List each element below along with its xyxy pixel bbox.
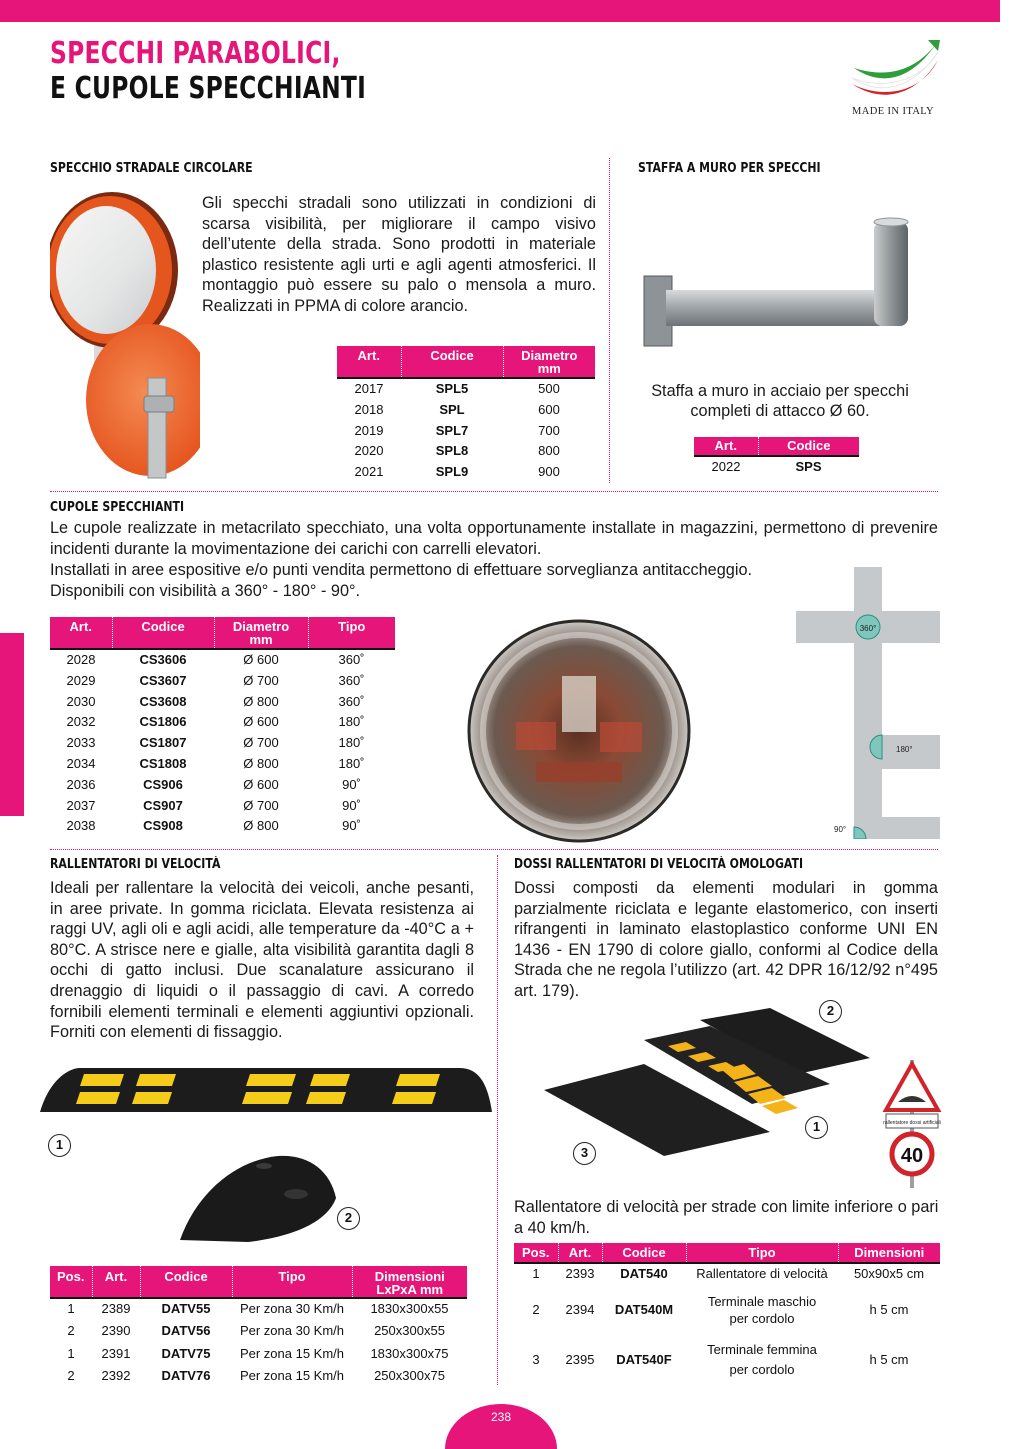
cell-pos: 2	[67, 1368, 75, 1384]
cell-tipo: 180˚	[338, 714, 365, 730]
table-row	[514, 1285, 940, 1335]
table-row	[337, 441, 595, 462]
col-header-dimensioni	[352, 1266, 467, 1298]
cell-codice: CS1808	[139, 755, 187, 771]
col-header-art: Art.	[92, 1266, 140, 1298]
side-accent-tab	[0, 633, 24, 816]
header-mm-text: mm	[537, 361, 561, 376]
cupole-table	[50, 617, 395, 837]
table-row	[337, 400, 595, 421]
table-row	[50, 1321, 467, 1344]
speed-bump-long-image	[40, 1066, 492, 1118]
cell-tipo: 360˚	[338, 672, 365, 688]
table-row	[50, 1366, 467, 1389]
table-row	[50, 649, 395, 671]
cell-pos: 2	[532, 1302, 540, 1317]
col-header-codice: Codice	[140, 1266, 232, 1298]
dossi-table	[514, 1243, 940, 1385]
page-title-line2: E CUPOLE SPECCHIANTI	[50, 71, 367, 106]
table-row	[337, 421, 595, 442]
header-diametro-text: Diametro	[521, 348, 578, 363]
header-mm-text: mm	[249, 632, 273, 647]
col-header-art: Art.	[337, 346, 401, 378]
badge-module-2: 2	[819, 1000, 842, 1023]
cell-pos: 1	[67, 1345, 75, 1361]
cell-tipo: 360˚	[338, 652, 365, 667]
table-row	[50, 754, 395, 775]
page-number: 238	[490, 1410, 512, 1424]
col-header-tipo: Tipo	[686, 1243, 838, 1263]
road-sign-image	[882, 1060, 942, 1188]
col-header-codice: Codice	[112, 617, 214, 649]
table-row	[50, 712, 395, 733]
cell-dimensioni: h 5 cm	[869, 1302, 909, 1317]
cell-codice: DATV76	[161, 1368, 211, 1384]
cupole-paragraph-1: Le cupole realizzate in metacrilato specchiato, una volta opportunamente installate in magazzini, permettono di prevenire incidenti durante la movimentazione dei carichi con carrelli elevatori.	[50, 519, 938, 558]
table-row	[337, 462, 595, 483]
cell-codice: CS1807	[139, 735, 187, 751]
staffa-heading: STAFFA A MURO PER SPECCHI	[638, 161, 821, 176]
rallentatori-heading: RALLENTATORI DI VELOCITÀ	[50, 857, 221, 872]
cupole-heading: CUPOLE SPECCHIANTI	[50, 500, 185, 515]
cell-pos: 3	[532, 1352, 540, 1367]
badge-module-3: 3	[573, 1142, 596, 1165]
table-row	[50, 816, 395, 837]
cell-tipo	[686, 1285, 838, 1335]
dossi-description: Dossi composti da elementi modulari in gomma parzialmente riciclata e legante elastomerico, con inserti rifrangenti in laminato elastoplastico conforme UNI EN 1436 - EN 1790 di colore giallo, conformi al Codice della Strada che ne regola l’utilizzo (art. 42 DPR 16/12/92 n°495 art. 179).	[514, 879, 938, 1000]
cell-diametro: Ø 700	[243, 797, 279, 813]
dome-placement-diagram	[796, 567, 940, 839]
cell-tipo-line2: per cordolo	[729, 1362, 795, 1377]
cell-codice: CS3606	[139, 652, 187, 667]
col-header-diametro	[214, 617, 308, 649]
cell-art: 2028	[66, 652, 96, 667]
cell-art: 2029	[66, 672, 96, 688]
section-divider-1	[50, 491, 938, 492]
made-in-italy-label: MADE IN ITALY	[852, 106, 935, 117]
dossi-heading: DOSSI RALLENTATORI DI VELOCITÀ OMOLOGATI	[514, 857, 804, 872]
cell-codice: SPL	[439, 401, 465, 417]
table-row	[50, 775, 395, 796]
cell-dimensioni: 1830x300x75	[370, 1345, 449, 1361]
staffa-description-line2: completi di attacco Ø 60.	[690, 402, 870, 420]
cell-art: 2389	[101, 1301, 131, 1317]
cell-tipo-line1: Terminale maschio	[707, 1294, 817, 1309]
cell-diametro: Ø 600	[243, 714, 279, 730]
mirror-dome-image	[466, 618, 692, 844]
cell-tipo: Per zona 30 Km/h	[239, 1323, 345, 1339]
cell-diametro: 800	[538, 443, 560, 459]
column-divider-top	[609, 158, 610, 483]
cell-tipo-line1: Terminale femmina	[707, 1342, 817, 1357]
italy-flag-logo	[850, 38, 942, 100]
cell-dimensioni: 50x90x5 cm	[853, 1266, 925, 1282]
cell-art: 2037	[66, 797, 96, 813]
dossi-caption: Rallentatore di velocità per strade con limite inferiore o pari a 40 km/h.	[514, 1198, 939, 1237]
cell-diametro: Ø 700	[243, 672, 279, 688]
cell-diametro: Ø 800	[243, 755, 279, 771]
table-row	[337, 378, 595, 400]
specchio-heading: SPECCHIO STRADALE CIRCOLARE	[50, 161, 253, 176]
cell-codice: DAT540	[620, 1266, 668, 1282]
cell-codice: DATV55	[161, 1301, 211, 1317]
cell-tipo: 360˚	[338, 693, 365, 709]
cell-diametro: Ø 700	[243, 735, 279, 751]
cell-art: 2032	[66, 714, 96, 730]
table-row	[50, 1298, 467, 1321]
cell-codice: SPL8	[435, 443, 469, 459]
cell-codice: CS906	[143, 776, 183, 792]
cell-diametro: Ø 600	[243, 652, 279, 667]
cell-tipo: Per zona 15 Km/h	[239, 1368, 345, 1384]
cell-art: 2022	[711, 459, 741, 474]
section-divider-2	[50, 849, 938, 850]
col-header-codice: Codice	[602, 1243, 686, 1263]
cell-codice: SPL9	[435, 464, 469, 480]
staffa-description-line1: Staffa a muro in acciaio per specchi	[651, 382, 909, 400]
cell-codice: CS907	[143, 797, 183, 813]
cell-art: 2395	[565, 1352, 595, 1367]
table-row	[694, 456, 859, 478]
col-header-diametro	[503, 346, 595, 378]
cell-tipo: 90˚	[342, 797, 361, 813]
cell-dimensioni: h 5 cm	[869, 1352, 909, 1367]
cell-tipo-line2: per cordolo	[729, 1311, 795, 1326]
speed-bump-modules-image	[540, 1004, 880, 1164]
col-header-dimensioni: Dimensioni	[838, 1243, 940, 1263]
badge-pos-1: 1	[48, 1134, 71, 1157]
col-header-tipo: Tipo	[308, 617, 395, 649]
table-row	[514, 1263, 940, 1285]
col-header-art: Art.	[50, 617, 112, 649]
table-row	[50, 692, 395, 713]
cell-codice: CS3608	[139, 693, 187, 709]
cell-diametro: Ø 600	[243, 776, 279, 792]
cell-codice: DATV56	[161, 1323, 211, 1339]
col-header-art: Art.	[694, 437, 758, 456]
cell-dimensioni: 250x300x75	[374, 1368, 445, 1384]
table-row	[50, 733, 395, 754]
col-header-art: Art.	[558, 1243, 602, 1263]
cell-tipo: Per zona 30 Km/h	[239, 1301, 345, 1317]
wall-bracket-image	[640, 210, 920, 350]
table-row	[50, 1343, 467, 1366]
cell-art: 2392	[101, 1368, 131, 1384]
cell-codice: DAT540M	[614, 1302, 674, 1317]
cell-codice: CS908	[143, 818, 183, 834]
col-header-pos: Pos.	[50, 1266, 92, 1298]
header-dimensioni-text: Dimensioni	[374, 1269, 445, 1284]
rallentatori-description: Ideali per rallentare la velocità dei veicoli, anche pesanti, in aree private. In gomma riciclata. Elevata resistenza ai raggi UV, agli oli e agli acidi, alle temperature da -40°C a + 80°C. A strisce nere e gialle, alta visibilità garantita dagli 8 occhi di gatto inclusi. Due scanalature assicurano il drenaggio di liquidi o il passaggio di cavi. A corredo fornibili elementi terminali e elementi aggiuntivi opzionali. Forniti con elementi di fissaggio.	[50, 879, 474, 1042]
cell-art: 2394	[565, 1302, 595, 1317]
cell-codice: SPL5	[435, 381, 469, 396]
cell-tipo	[686, 1335, 838, 1385]
cell-diametro: Ø 800	[243, 818, 279, 834]
table-row	[514, 1335, 940, 1385]
cell-art: 2030	[66, 693, 96, 709]
cell-diametro: 500	[538, 381, 560, 396]
col-header-pos: Pos.	[514, 1243, 558, 1263]
cell-art: 2034	[66, 755, 96, 771]
cell-codice: CS3607	[139, 672, 187, 688]
column-divider-bottom	[497, 855, 498, 1385]
cell-art: 2036	[66, 776, 96, 792]
diagram-label-90: 90°	[834, 825, 847, 834]
page-title-line1: SPECCHI PARABOLICI,	[50, 36, 341, 71]
cell-pos: 1	[532, 1266, 540, 1282]
cell-diametro: Ø 800	[243, 693, 279, 709]
cell-tipo: Per zona 15 Km/h	[239, 1345, 345, 1361]
diagram-label-360: 360°	[859, 624, 877, 633]
staffa-table	[694, 437, 859, 478]
cell-tipo: 90˚	[342, 776, 361, 792]
cell-tipo: 180˚	[338, 755, 365, 771]
cell-art: 2018	[354, 401, 384, 417]
road-sign-caption: rallentatore dossi artificiali	[883, 1120, 941, 1126]
header-lxpxa-text: LxPxA mm	[376, 1282, 444, 1297]
cell-tipo: 90˚	[342, 818, 361, 834]
road-mirror-image	[50, 190, 200, 480]
diagram-label-180: 180°	[896, 745, 913, 754]
cell-tipo: 180˚	[338, 735, 365, 751]
cell-codice: SPS	[795, 459, 822, 474]
specchio-table	[337, 346, 595, 483]
cell-diametro: 900	[538, 464, 560, 480]
cell-art: 2391	[101, 1345, 131, 1361]
specchio-description: Gli specchi stradali sono utilizzati in condizioni di scarsa visibilità, per migliorare il campo visivo dell’utente della strada. Sono prodotti in materiale plastico resistente agli urti e agli agenti atmosferici. Il montaggio può essere su palo o mensola a muro. Realizzati in PPMA di colore arancio.	[202, 194, 596, 315]
speed-bump-end-image	[178, 1150, 338, 1244]
cell-codice: SPL7	[435, 422, 469, 438]
cell-dimensioni: 250x300x55	[374, 1323, 445, 1339]
cell-art: 2033	[66, 735, 96, 751]
rallentatori-table	[50, 1266, 467, 1388]
cell-art: 2019	[354, 422, 384, 438]
cupole-paragraph-2: Installati in aree espositive e/o punti vendita permettono di effettuare sorveglianza antitaccheggio.	[50, 561, 753, 579]
cell-codice: DAT540F	[616, 1352, 672, 1367]
cell-tipo: Rallentatore di velocità	[696, 1266, 828, 1282]
col-header-tipo: Tipo	[232, 1266, 352, 1298]
table-row	[50, 796, 395, 817]
badge-pos-2: 2	[337, 1207, 360, 1230]
cell-art: 2020	[354, 443, 384, 459]
cell-art: 2390	[101, 1323, 131, 1339]
col-header-codice: Codice	[401, 346, 503, 378]
cell-diametro: 700	[538, 422, 560, 438]
cell-pos: 1	[67, 1301, 75, 1317]
col-header-codice: Codice	[758, 437, 859, 456]
cell-pos: 2	[67, 1323, 75, 1339]
cell-codice: DATV75	[161, 1345, 211, 1361]
cupole-paragraph-3: Disponibili con visibilità a 360° - 180° - 90°.	[50, 582, 361, 600]
header-diametro-text: Diametro	[232, 619, 290, 634]
badge-module-1: 1	[805, 1116, 828, 1139]
cell-codice: CS1806	[139, 714, 187, 730]
top-accent-bar	[0, 0, 1000, 22]
cell-art: 2017	[354, 381, 384, 396]
cell-art: 2038	[66, 818, 96, 834]
table-row	[50, 671, 395, 692]
cell-dimensioni: 1830x300x55	[370, 1301, 449, 1317]
cell-diametro: 600	[538, 401, 560, 417]
road-sign-speed: 40	[900, 1145, 924, 1167]
cell-art: 2393	[565, 1266, 595, 1282]
cell-art: 2021	[354, 464, 384, 480]
